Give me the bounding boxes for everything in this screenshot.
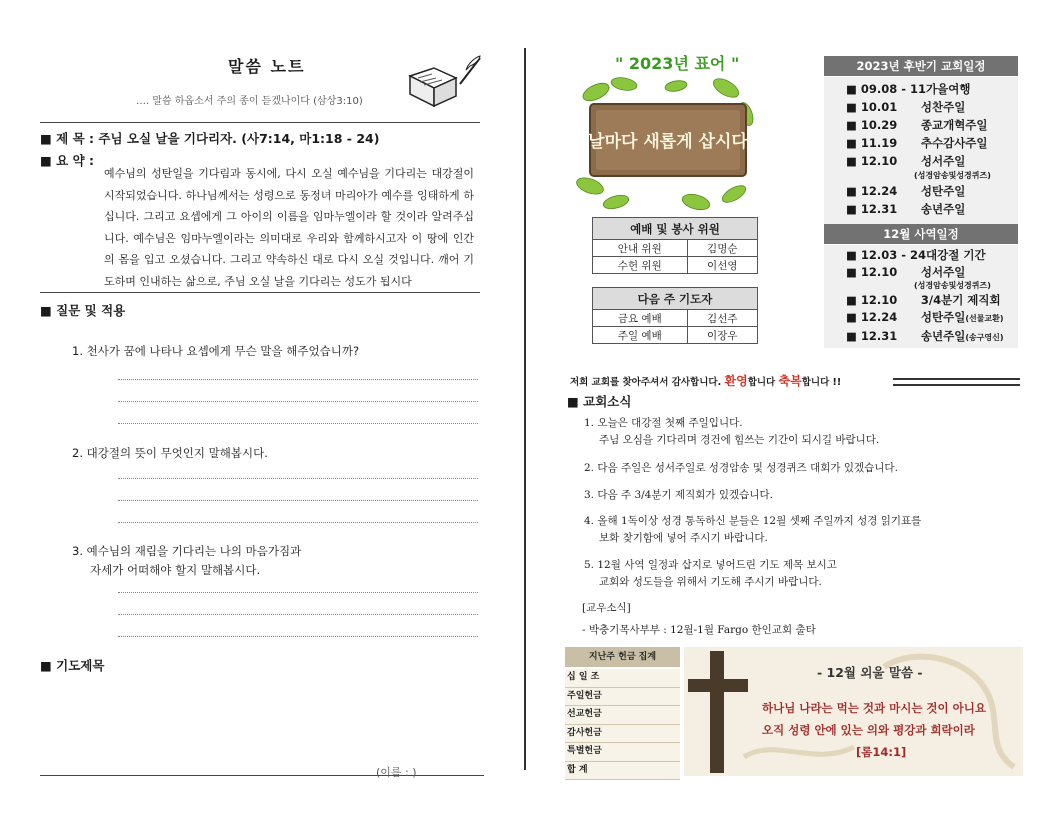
news-item-4: 4. 올해 1독이상 성경 통독하신 분들은 12월 셋째 주일까지 성경 읽기표를 보화 찾기함에 넣어 주시기 바랍니다. (584, 515, 922, 544)
answer-line (118, 379, 478, 380)
divider-line (40, 122, 480, 123)
schedule-event: 종교개혁주일 (920, 118, 988, 132)
schedule-date: 10.29 (860, 118, 898, 132)
schedule-event: 송년주일 (920, 202, 966, 216)
schedule-item: ■ 12.31 송년주일 (846, 202, 966, 216)
answer-line (118, 614, 478, 615)
schedule-item: ■ 12.31 송년주일(송구영신) (846, 329, 1004, 343)
schedule-date: 12.03 - 24 (860, 248, 927, 262)
schedule-item: ■ 10.29 종교개혁주일 (846, 118, 988, 132)
schedule-event: 성서주일 (920, 265, 966, 279)
news-heading: ■ 교회소식 (567, 394, 632, 409)
question-3: 3. 예수님의 재림을 기다리는 나의 마음가짐과 (72, 544, 302, 558)
schedule-item: ■ 09.08 - 11가을여행 (846, 82, 971, 96)
schedule-event: 송년주일 (920, 329, 966, 343)
schedule-event: 성탄주일 (920, 310, 966, 324)
schedule-note: (성경암송및성경퀴즈) (914, 281, 991, 290)
divider-line (893, 378, 1020, 386)
sermon-label: ■ 제 목 : (40, 131, 95, 146)
schedule-date: 12.10 (860, 293, 898, 307)
offering-table (565, 647, 680, 780)
service-role: 안내 위원 (593, 240, 688, 257)
qa-heading: ■ 질문 및 적용 (40, 303, 126, 318)
page-divider (524, 48, 526, 770)
schedule-event: 성서주일 (920, 154, 966, 168)
service-role: 수헌 위원 (593, 257, 688, 274)
schedule-title: 2023년 후반기 교회일정 (824, 56, 1018, 76)
answer-line (118, 478, 478, 479)
verse-reference: [롬14:1] (856, 745, 907, 759)
service-person: 이선영 (687, 257, 757, 274)
news-item-5: 5. 12월 사역 일정과 삽지로 넣어드린 기도 제목 보시고 교회와 성도들을 위해서 기도해 주시기 바랍니다. (584, 559, 837, 588)
welcome-message: 저희 교회를 찾아주셔서 감사합니다. 환영합니다 축복합니다 !! (570, 374, 842, 388)
members-news: - 박충기목사부부 : 12월-1월 Fargo 한인교회 출타 (582, 624, 816, 636)
schedule-item: ■ 12.10 성서주일 (846, 154, 966, 168)
offering-row: 주일헌금 (565, 688, 680, 707)
december-list (824, 245, 1018, 348)
sermon-title-row (40, 129, 379, 147)
schedule-note: (성경암송및성경퀴즈) (914, 171, 991, 180)
offering-row: 십 일 조 (565, 669, 680, 688)
schedule-event: 대강절 기간 (926, 248, 986, 262)
sermon-title: 주님 오실 날을 기다리자. (사7:14, 마1:18 - 24) (98, 131, 380, 146)
subtitle-verse: …. 말씀 하옵소서 주의 종이 듣겠나이다 (삼상3:10) (136, 96, 363, 107)
service-role: 주일 예배 (593, 327, 688, 344)
schedule-date: 12.24 (860, 184, 898, 198)
offering-row: 선교헌금 (565, 706, 680, 725)
schedule-date: 10.01 (860, 100, 898, 114)
offering-title: 지난주 헌금 집계 (565, 647, 680, 667)
news-item-3: 3. 다음 주 3/4분기 제직회가 있겠습니다. (584, 489, 773, 501)
schedule-item: ■ 12.10 성서주일 (846, 265, 966, 279)
schedule-date: 11.19 (860, 136, 898, 150)
prayer-leaders-table (592, 287, 758, 344)
open-bible-icon (404, 54, 484, 110)
schedule-date: 12.31 (860, 202, 898, 216)
answer-line (118, 592, 478, 593)
members-news-label: [교우소식] (582, 602, 631, 614)
answer-line (118, 401, 478, 402)
motto-text: 날마다 새롭게 삽시다 (588, 132, 748, 152)
offering-row: 감사헌금 (565, 725, 680, 744)
december-title: 12월 사역일정 (824, 224, 1018, 244)
schedule-event-note: (선물교환) (965, 314, 1004, 323)
offering-row: 합 계 (565, 762, 680, 781)
page-title: 말씀 노트 (228, 57, 306, 76)
schedule-event: 성탄주일 (920, 184, 966, 198)
service-person: 이장우 (687, 327, 757, 344)
verse-line-2: 오직 성령 안에 있는 의와 평강과 희락이라 (762, 723, 975, 737)
news-item-1: 1. 오늘은 대강절 첫째 주일입니다. 주님 오심을 기다리며 경건에 힘쓰는 기간이 되시길 바랍니다. (584, 417, 880, 446)
schedule-item: ■ 10.01 성찬주일 (846, 100, 966, 114)
schedule-event-note: (송구영신) (965, 333, 1004, 342)
schedule-event: 성찬주일 (920, 100, 966, 114)
memory-verse-box (684, 647, 1023, 776)
service-table (592, 217, 758, 274)
prayer-leaders-title: 다음 주 기도자 (593, 288, 758, 310)
schedule-date: 09.08 - 11 (860, 82, 927, 96)
service-title: 예배 및 봉사 위원 (593, 218, 758, 240)
summary-label: ■ 요 약 : (40, 153, 95, 168)
service-role: 금요 예배 (593, 310, 688, 327)
schedule-event: 가을여행 (926, 82, 971, 96)
schedule-date: 12.10 (860, 154, 898, 168)
summary-text: 예수님의 성탄일을 기다림과 동시에, 다시 오실 예수님을 기다리는 대강절이 시작되었습니다. 하나님께서는 성령으로 동정녀 마리아가 예수를 잉태하게 하십니다. 그리고 요셉에게 그 아이의 이름을 임마누엘이라 할 것이라 알려주십니다. 예수님은 임마누엘이라는 의미대로 우리와 함께하시고자 이 땅에 인간의 몸을 입고 오셨습니다. 그리고 약속하신 대로 다시 오실 것입니다. 깨어 기도하며 인내하는 삶으로, 주님 오실 날을 기다리는 성도가 됩시다 (104, 167, 474, 288)
name-field[interactable]: (이름 : ) (376, 766, 417, 779)
schedule-date: 12.24 (860, 310, 898, 324)
schedule-date: 12.10 (860, 265, 898, 279)
divider-line (40, 292, 480, 293)
verse-line-1: 하나님 나라는 먹는 것과 마시는 것이 아니요 (762, 701, 986, 715)
answer-line (118, 423, 478, 424)
motto-sign-image (576, 74, 758, 214)
schedule-list (824, 77, 1018, 224)
answer-line (118, 500, 478, 501)
schedule-item: ■ 12.10 3/4분기 제직회 (846, 293, 1001, 307)
schedule-date: 12.31 (860, 329, 898, 343)
question-1: 1. 천사가 꿈에 나타나 요셉에게 무슨 말을 해주었습니까? (72, 344, 360, 358)
schedule-item: ■ 12.24 성탄주일(선물교환) (846, 310, 1004, 324)
prayer-heading: ■ 기도제목 (40, 658, 105, 673)
schedule-item: ■ 11.19 추수감사주일 (846, 136, 988, 150)
answer-line (118, 522, 478, 523)
question-3-line2: 자세가 어떠해야 할지 말해봅시다. (90, 563, 261, 577)
schedule-item: ■ 12.03 - 24대강절 기간 (846, 248, 986, 262)
service-person: 김선주 (687, 310, 757, 327)
news-item-2: 2. 다음 주일은 성서주일로 성경암송 및 성경퀴즈 대회가 있겠습니다. (584, 462, 898, 474)
question-2: 2. 대강절의 뜻이 무엇인지 말해봅시다. (72, 446, 268, 460)
schedule-event: 추수감사주일 (920, 136, 988, 150)
divider-line (40, 775, 484, 776)
verse-title: - 12월 외울 말씀 - (817, 665, 923, 680)
service-person: 김명순 (687, 240, 757, 257)
offering-row: 특별헌금 (565, 743, 680, 762)
motto-year: " 2023년 표어 " (615, 54, 740, 73)
schedule-event: 3/4분기 제직회 (920, 293, 1001, 307)
answer-line (118, 636, 478, 637)
schedule-item: ■ 12.24 성탄주일 (846, 184, 966, 198)
